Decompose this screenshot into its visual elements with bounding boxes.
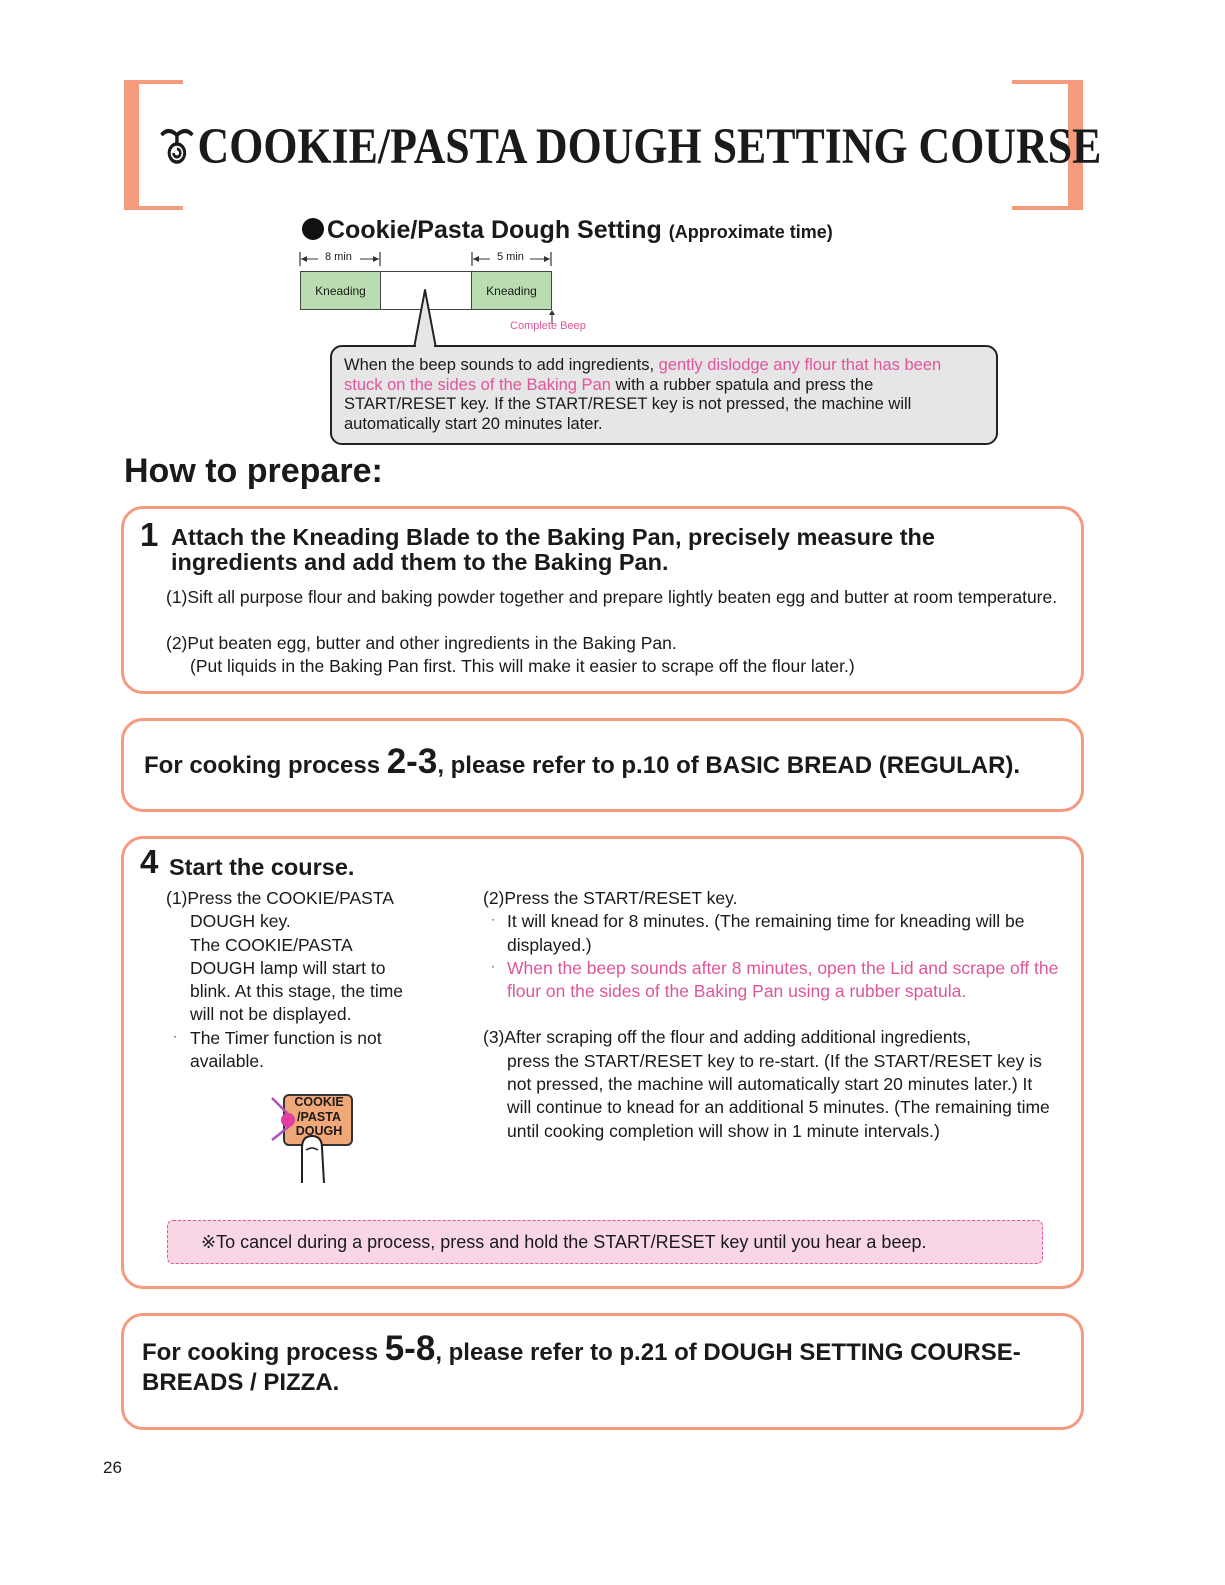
complete-beep-label: Complete Beep <box>510 320 586 332</box>
step4-left-column <box>166 887 456 1073</box>
bullet-dot-icon <box>302 218 324 240</box>
ref-text-1 <box>144 742 1020 782</box>
step4-left-line-6: will not be displayed. <box>190 1004 352 1025</box>
step4-left-line-8: available. <box>190 1051 264 1072</box>
callout-pointer <box>405 288 445 350</box>
key-label-line-3: DOUGH <box>295 1124 343 1138</box>
key-label-line-1: COOKIE <box>294 1095 344 1109</box>
callout-text-2: with a rubber spatula and press the START/RESET key. If the START/RESET key is not pressed, the machine will automatically start 20 minutes later. <box>344 375 912 433</box>
ref2-line-1 <box>142 1329 1021 1368</box>
bullet-icon: · <box>491 958 495 973</box>
step4-left-line-2: DOUGH key. <box>190 911 291 932</box>
duration-label-2: 5 min <box>497 251 524 263</box>
step4-right-3-body: press the START/RESET key to re-start. (If the START/RESET key is not pressed, the machine will automatically start 20 minutes later.) It will continue to knead for an additional 5 minutes. (The remaining time until cooking completion will show in 1 minute intervals.) <box>507 1050 1050 1141</box>
step4-left-bullet <box>166 1027 456 1050</box>
page-title <box>158 118 1101 176</box>
timeline-kneading-1: Kneading <box>300 271 381 310</box>
step4-right-bullet-2 <box>483 957 1061 1004</box>
setting-approx: (Approximate time) <box>668 222 833 242</box>
step4-left-line-5: blink. At this stage, the time <box>190 981 404 1002</box>
step4-right-column <box>483 887 1061 1143</box>
step1-item-1 <box>166 586 1095 609</box>
callout-box <box>330 345 998 445</box>
step4-left-line-4: DOUGH lamp will start to <box>190 957 386 978</box>
cookie-pasta-key-label <box>288 1095 350 1139</box>
step4-left-line-7: The Timer function is not <box>190 1027 382 1048</box>
page-title-text: COOKIE/PASTA DOUGH SETTING COURSE <box>197 119 1102 175</box>
ref-text-2 <box>142 1329 1021 1398</box>
ref1-post: , please refer to p.10 of BASIC BREAD (REGULAR). <box>437 752 1021 779</box>
setting-title: Cookie/Pasta Dough Setting <box>327 216 662 244</box>
how-to-heading: How to prepare: <box>124 452 383 490</box>
timeline-kneading-2: Kneading <box>471 271 552 310</box>
cancel-note <box>167 1220 1043 1264</box>
callout-pointer-cover <box>416 345 434 348</box>
sprout-icon <box>158 125 196 165</box>
step4-right-head: (2)Press the START/RESET key. <box>483 888 738 908</box>
bullet-icon: · <box>173 1028 177 1043</box>
step1-title: Attach the Kneading Blade to the Baking Pan, precisely measure the ingredients and add them to the Baking Pan. <box>171 524 935 575</box>
callout-text-highlight: gently dislodge any flour that has been stuck on the sides of the Baking Pan <box>344 356 942 394</box>
key-label-line-2: /PASTA <box>297 1109 341 1124</box>
step4-right-bullet-1 <box>483 910 1061 957</box>
callout-text-1: When the beep sounds to add ingredients, <box>344 356 659 374</box>
step4-left-line-1: (1)Press the COOKIE/PASTA <box>166 888 394 908</box>
step4-right-bullet-2-text: When the beep sounds after 8 minutes, open the Lid and scrape off the flour on the sides of the Baking Pan using a rubber spatula. <box>507 957 1059 1002</box>
ref1-pre: For cooking process <box>144 752 387 779</box>
step1-item-2-note: (Put liquids in the Baking Pan first. This will make it easier to scrape off the flour later.) <box>190 656 855 676</box>
ref2-post: , please refer to p.21 of DOUGH SETTING COURSE- <box>435 1339 1021 1366</box>
bullet-icon: · <box>491 912 495 927</box>
duration-label-1: 8 min <box>325 251 352 263</box>
ref2-pre: For cooking process <box>142 1339 385 1366</box>
step4-right-bullet-1-text: It will knead for 8 minutes. (The remaining time for kneading will be displayed.) <box>507 911 1025 955</box>
ref2-num: 5-8 <box>384 1329 436 1368</box>
step1-item-2: (2)Put beaten egg, butter and other ingredients in the Baking Pan. <box>166 633 677 653</box>
step1-number: 1 <box>140 516 159 553</box>
ref2-line-2: BREADS / PIZZA. <box>142 1369 340 1396</box>
step4-left-line-3: The COOKIE/PASTA <box>190 934 353 955</box>
ref1-num: 2-3 <box>386 742 438 781</box>
setting-heading <box>302 216 833 245</box>
page-number: 26 <box>103 1458 122 1477</box>
cancel-note-text: ※To cancel during a process, press and hold the START/RESET key until you hear a beep. <box>201 1231 927 1252</box>
step4-right-3-head: (3)After scraping off the flour and adding additional ingredients, <box>483 1027 972 1048</box>
step4-title: Start the course. <box>169 854 355 880</box>
spacer <box>483 1003 1061 1026</box>
step4-number: 4 <box>140 843 159 880</box>
step1-item-1-text: (1)Sift all purpose flour and baking powder together and prepare lightly beaten egg and butter at room temperature. <box>166 587 1058 607</box>
